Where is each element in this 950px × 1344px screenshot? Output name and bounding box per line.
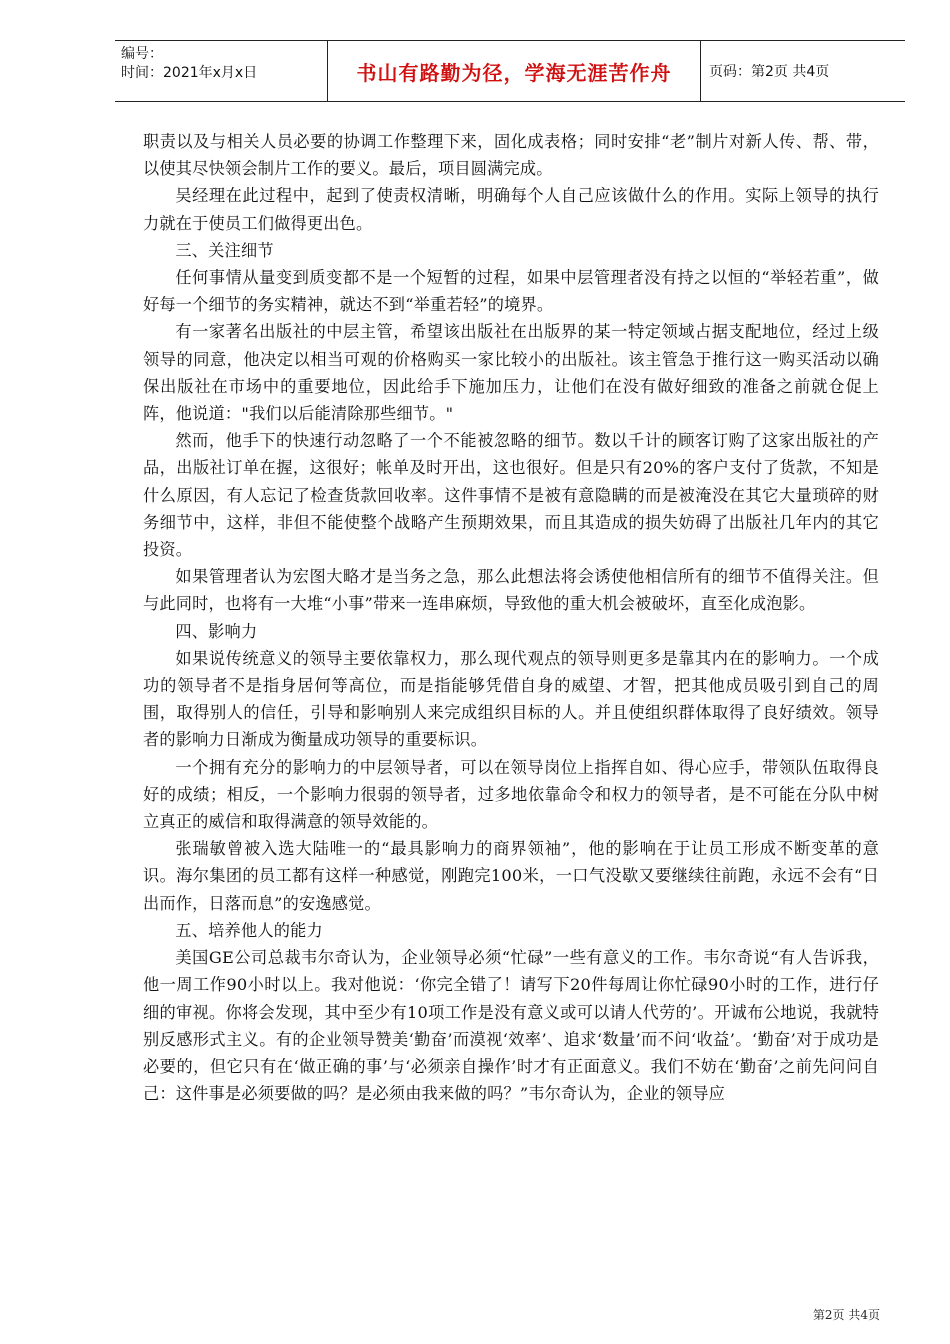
paragraph: 如果说传统意义的领导主要依靠权力，那么现代观点的领导则更多是靠其内在的影响力。一个成功的领导者不是指身居何等高位，而是指能够凭借自身的威望、才智，把其他成员吸引到自己的周围，取得别人的信任，引导和影响别人来完成组织目标的人。并且使组织群体取得了良好绩效。领导者的影响力日渐成为衡量成功领导的重要标识。 [143, 648, 879, 750]
paragraph: 张瑞敏曾被入选大陆唯一的“最具影响力的商界领袖”，他的影响在于让员工形成不断变革的意识。海尔集团的员工都有这样一种感觉，刚跑完100米，一口气没歇又要继续往前跑，永远不会有“日出而作，日落而息”的安逸感觉。 [143, 839, 879, 913]
paragraph: 任何事情从量变到质变都不是一个短暂的过程，如果中层管理者没有持之以恒的“举轻若重”，做好每一个细节的务实精神，就达不到“举重若轻”的境界。 [143, 268, 879, 315]
section-heading: 四、影响力 [175, 621, 258, 641]
paragraph: 如果管理者认为宏图大略才是当务之急，那么此想法将会诱使他相信所有的细节不值得关注。但与此同时，也将有一大堆“小事”带来一连串麻烦，导致他的重大机会被破坏，直至化成泡影。 [143, 567, 879, 614]
section-heading: 三、关注细节 [175, 240, 274, 260]
page-header [115, 40, 905, 102]
header-motto: 书山有路勤为径，学海无涯苦作舟 [328, 41, 701, 101]
header-meta [115, 41, 328, 101]
page-footer: 第2页 共4页 [812, 1308, 880, 1322]
document-time-label: 时间：2021年x月x日 [121, 65, 258, 81]
paragraph: 职责以及与相关人员必要的协调工作整理下来，固化成表格；同时安排“老”制片对新人传、帮、带，以使其尽快领会制片工作的要义。最后，项目圆满完成。 [143, 132, 879, 179]
paragraph: 美国GE公司总裁韦尔奇认为，企业领导必须“忙碌”一些有意义的工作。韦尔奇说“有人告诉我，他一周工作90小时以上。我对他说：‘你完全错了！请写下20件每周让你忙碌90小时的工作，进行仔细的审视。你将会发现，其中至少有10项工作是没有意义或可以请人代劳的’。开诚布公地说，我就特别反感形式主义。有的企业领导赞美‘勤奋’而漠视‘效率’、追求‘数量’而不问‘收益’。‘勤奋’对于成功是必要的，但它只有在‘做正确的事’与‘必须亲自操作’时才有正面意义。我们不妨在‘勤奋’之前先问问自己：这件事是必须要做的吗？是必须由我来做的吗？”韦尔奇认为，企业的领导应 [143, 948, 879, 1104]
header-page-info: 页码：第2页 共4页 [709, 64, 830, 80]
paragraph: 一个拥有充分的影响力的中层领导者，可以在领导岗位上指挥自如、得心应手，带领队伍取得良好的成绩；相反，一个影响力很弱的领导者，过多地依靠命令和权力的领导者，是不可能在分队中树立真正的威信和取得满意的领导效能的。 [143, 757, 879, 832]
paragraph: 吴经理在此过程中，起到了使责权清晰，明确每个人自己应该做什么的作用。实际上领导的执行力就在于使员工们做得更出色。 [143, 186, 879, 233]
section-heading: 五、培养他人的能力 [175, 920, 323, 940]
document-number-label: 编号： [121, 46, 163, 62]
paragraph: 有一家著名出版社的中层主管，希望该出版社在出版界的某一特定领域占据支配地位，经过上级领导的同意，他决定以相当可观的价格购买一家比较小的出版社。该主管急于推行这一购买活动以确保出版社在市场中的重要地位，因此给手下施加压力，让他们在没有做好细致的准备之前就仓促上阵，他说道："我们以后能清除那些细节。" [143, 322, 879, 424]
paragraph: 然而，他手下的快速行动忽略了一个不能被忽略的细节。数以千计的顾客订购了这家出版社的产品，出版社订单在握，这很好；帐单及时开出，这也很好。但是只有20%的客户支付了货款，不知是什么原因，有人忘记了检查货款回收率。这件事情不是被有意隐瞒的而是被淹没在其它大量琐碎的财务细节中，这样，非但不能使整个战略产生预期效果，而且其造成的损失妨碍了出版社几年内的其它投资。 [143, 431, 879, 560]
document-body [143, 128, 879, 1107]
